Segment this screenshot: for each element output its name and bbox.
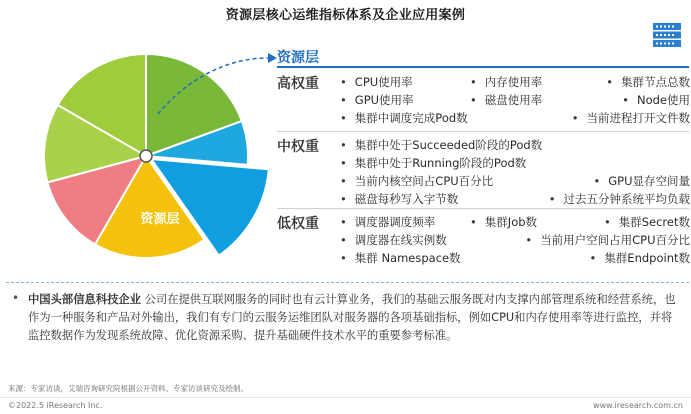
metric-item: • 内存使用率 [470, 73, 542, 91]
copyright: ©2022.5 iResearch Inc. [8, 401, 103, 410]
weight-label: 高权重 [277, 76, 319, 92]
metric-item: • 集群中调度完成Pod数 [340, 109, 468, 127]
metric-item: • 当前用户空间占用CPU百分比 [525, 231, 690, 249]
metric-item: • 集群中处于Running阶段的Pod数 [340, 154, 526, 172]
metric-item: • 调度器在线实例数 [340, 231, 447, 249]
source-text: 来源：专家访谈，艾瑞咨询研究院根据公开资料、专家访谈研究及绘制。 [8, 384, 248, 393]
metric-item: • 集群Secret数 [604, 213, 690, 231]
section-divider [277, 208, 689, 209]
metric-row [340, 154, 690, 172]
case-note-company: 中国头部信息科技企业 [28, 293, 141, 306]
metric-item: • 调度器调度频率 [340, 213, 435, 231]
metric-row [340, 213, 690, 231]
metric-item: • Node使用 [622, 91, 690, 109]
resource-layer-header: 资源层 [277, 50, 319, 66]
pie-center-label: 资源层 [140, 212, 180, 227]
weight-label: 中权重 [277, 139, 319, 155]
metric-row [340, 91, 690, 109]
metric-item: • 集群节点总数 [606, 73, 690, 91]
metric-item: • 集群Endpoint数 [590, 249, 690, 267]
page-title: 资源层核心运维指标体系及企业应用案例 [225, 8, 466, 23]
section-divider [277, 131, 689, 132]
weight-label: 低权重 [277, 216, 319, 232]
case-note [28, 291, 683, 345]
metric-row [340, 231, 690, 249]
metric-row [340, 136, 690, 154]
metric-item: • 集群Job数 [470, 213, 537, 231]
dashed-separator [6, 282, 689, 283]
metric-item: • GPU使用率 [340, 91, 414, 109]
metric-item: • 集群 Namespace数 [340, 249, 461, 267]
metric-item: • 过去五分钟系统平均负载 [549, 190, 690, 208]
metric-item: • 当前内核空间占CPU百分比 [340, 172, 493, 190]
header-underline [277, 66, 689, 68]
metric-item: • 当前进程打开文件数 [572, 109, 690, 127]
case-note-text: 公司在提供互联网服务的同时也有云计算业务，我们的基础云服务既对内支撑内部管理系统和经营系统，也作为一种服务和产品对外输出，我们有专门的云服务运维团队对服务器的各项基础指标，例如CPU和内存使用率等进行监控，并将监控数据作为发现系统故障、优化资源采购、提升基础硬件技术水平的重要参考标准。 [28, 293, 676, 342]
metric-row [340, 190, 690, 208]
pie-center-dot [140, 150, 152, 162]
metric-item: • CPU使用率 [340, 73, 413, 91]
metric-row [340, 73, 690, 91]
metric-row [340, 249, 690, 267]
metric-row [340, 172, 690, 190]
metric-item: • 磁盘使用率 [470, 91, 542, 109]
connector-line [156, 40, 281, 120]
note-bullet: • [12, 291, 20, 305]
metric-item: • GPU显存空间量 [593, 172, 690, 190]
metric-item: • 集群中处于Succeeded阶段的Pod数 [340, 136, 542, 154]
website-link[interactable]: www.iresearch.com.cn [593, 401, 683, 410]
metric-item: • 磁盘每秒写入字节数 [340, 190, 458, 208]
footer-divider [0, 397, 691, 398]
server-icon [652, 22, 682, 48]
metric-row [340, 109, 690, 127]
